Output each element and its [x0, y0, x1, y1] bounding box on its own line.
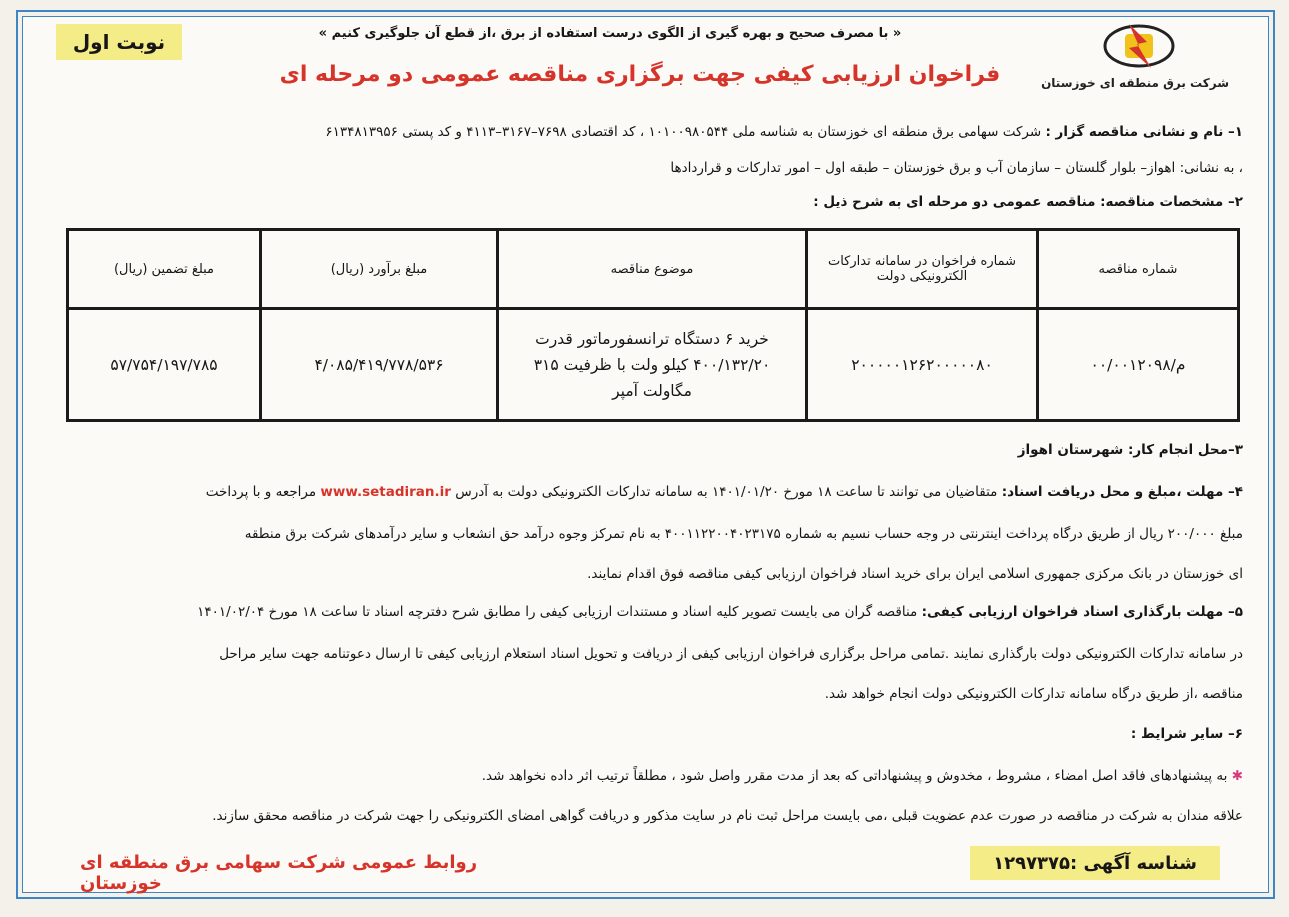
section-1-line-2: ، به نشانی: اهواز– بلوار گلستان – سازمان آب و برق خوزستان – طبقه اول – امور تدارکات و قراردادها: [670, 160, 1243, 176]
section-3-label: ۳–محل انجام کار: شهرستان اهواز: [1017, 442, 1243, 458]
cell-tender-subject: خرید ۶ دستگاه ترانسفورماتور قدرت ۴۰۰/۱۳۲/۲۰ کیلو ولت با ظرفیت ۳۱۵ مگاولت آمپر: [498, 309, 807, 421]
cell-guarantee: ۵۷/۷۵۴/۱۹۷/۷۸۵: [68, 309, 261, 421]
section-1-text: شرکت سهامی برق منطقه ای خوزستان به شناسه ملی ۱۰۱۰۰۹۸۰۵۴۴ ، کد اقتصادی ۷۶۹۸–۳۱۶۷–۴۱۱۳ و کد پستی ۶۱۳۴۸۱۳۹۵۶: [325, 124, 1042, 140]
company-name: شرکت برق منطقه ای خوزستان: [1041, 76, 1229, 90]
section-5-text-1: مناقصه گران می بایست تصویر کلیه اسناد و مستندات ارزیابی کیفی را مطابق شرح دفترچه اسناد تا ساعت ۱۸ مورخ ۱۴۰۱/۰۲/۰۴: [197, 604, 918, 620]
cell-tender-number: م/۰۰/۰۰۱۲۰۹۸: [1038, 309, 1239, 421]
company-logo: [1041, 18, 1229, 98]
th-estimate: مبلغ برآورد (ریال): [261, 230, 498, 309]
section-4-line-3: ای خوزستان در بانک مرکزی جمهوری اسلامی ایران برای خرید اسناد فراخوان ارزیابی کیفی مناقصه فوق اقدام نمایند.: [587, 566, 1243, 582]
section-4-text-a: متقاضیان می توانند تا ساعت ۱۸ مورخ ۱۴۰۱/۰۱/۲۰ به سامانه تدارکات الکترونیکی دولت به آدرس: [455, 484, 998, 500]
th-announcement-number: شماره فراخوان در سامانه تدارکات الکترونیکی دولت: [807, 230, 1038, 309]
page-title: فراخوان ارزیابی کیفی جهت برگزاری مناقصه عمومی دو مرحله ای: [279, 62, 1001, 87]
section-4-line-1: [46, 482, 1243, 502]
section-5-line-3: مناقصه ،از طریق درگاه سامانه تدارکات الکترونیکی دولت انجام خواهد شد.: [824, 686, 1243, 702]
section-4-label: ۴– مهلت ،مبلغ و محل دریافت اسناد:: [1001, 484, 1243, 500]
table-row: [68, 309, 1239, 421]
ad-id-badge: شناسه آگهی :۱۲۹۷۳۷۵: [970, 846, 1220, 880]
section-6-text-1: به پیشنهادهای فاقد اصل امضاء ، مشروط ، مخدوش و پیشنهاداتی که بعد از مدت مقرر واصل شود ، مطلقاً ترتیب اثر داده نخواهد شد.: [481, 768, 1228, 784]
section-6-line: [46, 724, 1243, 744]
section-3-line: [46, 440, 1243, 460]
section-1-label: ۱– نام و نشانی مناقصه گزار :: [1045, 124, 1243, 140]
section-5-line-2: در سامانه تدارکات الکترونیکی دولت بارگذاری نمایند .تمامی مراحل برگزاری فراخوان ارزیابی کیفی از دریافت و تحویل اسناد استعلام ارزیابی کیفی تا ارسال دعوتنامه جهت سایر مراحل: [219, 646, 1243, 662]
section-6-label: ۶– سایر شرایط :: [1130, 726, 1243, 742]
cell-announcement-number: ۲۰۰۰۰۰۱۲۶۲۰۰۰۰۰۸۰: [807, 309, 1038, 421]
section-5-label: ۵– مهلت بارگذاری اسناد فراخوان ارزیابی کیفی:: [921, 604, 1243, 620]
th-tender-subject: موضوع مناقصه: [498, 230, 807, 309]
round-badge: نوبت اول: [56, 24, 182, 60]
section-2-line: [46, 192, 1243, 212]
section-5-line-1: [46, 602, 1243, 622]
section-2-label: ۲– مشخصات مناقصه: مناقصه عمومی دو مرحله ای به شرح ذیل :: [813, 194, 1243, 210]
cell-estimate: ۴/۰۸۵/۴۱۹/۷۷۸/۵۳۶: [261, 309, 498, 421]
star-bullet-icon: ✱: [1231, 768, 1243, 784]
section-1-line-1: [46, 122, 1243, 142]
section-6-line-2: علاقه مندان به شرکت در مناقصه در صورت عدم عضویت قبلی ،می بایست مراحل ثبت نام در سایت مذکور و دریافت گواهی امضای الکترونیکی را جهت شرکت در مناقصه محقق سازند.: [212, 808, 1243, 824]
section-6-bullet: [46, 766, 1243, 786]
table-header-row: [68, 230, 1239, 309]
th-guarantee: مبلغ تضمین (ریال): [68, 230, 261, 309]
setadiran-link[interactable]: www.setadiran.ir: [320, 484, 451, 500]
tender-table: [66, 228, 1240, 422]
public-relations-signature: روابط عمومی شرکت سهامی برق منطقه ای خوزستان: [80, 852, 478, 894]
section-4-text-b: مراجعه و با پرداخت: [205, 484, 317, 500]
section-4-line-2: مبلغ ۲۰۰/۰۰۰ ریال از طریق درگاه پرداخت اینترنتی در وجه حساب نسیم به شماره ۴۰۰۱۱۲۲۰۰۴۰۲۳۱۷۵ به نام تمرکز وجوه درآمد حق انشعاب و سایر درآمدهای شرکت برق منطقه: [244, 526, 1243, 542]
th-tender-number: شماره مناقصه: [1038, 230, 1239, 309]
motto: « با مصرف صحیح و بهره گیری از الگوی درست استفاده از برق ،از قطع آن جلوگیری کنیم »: [318, 26, 902, 41]
lightning-logo-icon: [1099, 18, 1179, 74]
